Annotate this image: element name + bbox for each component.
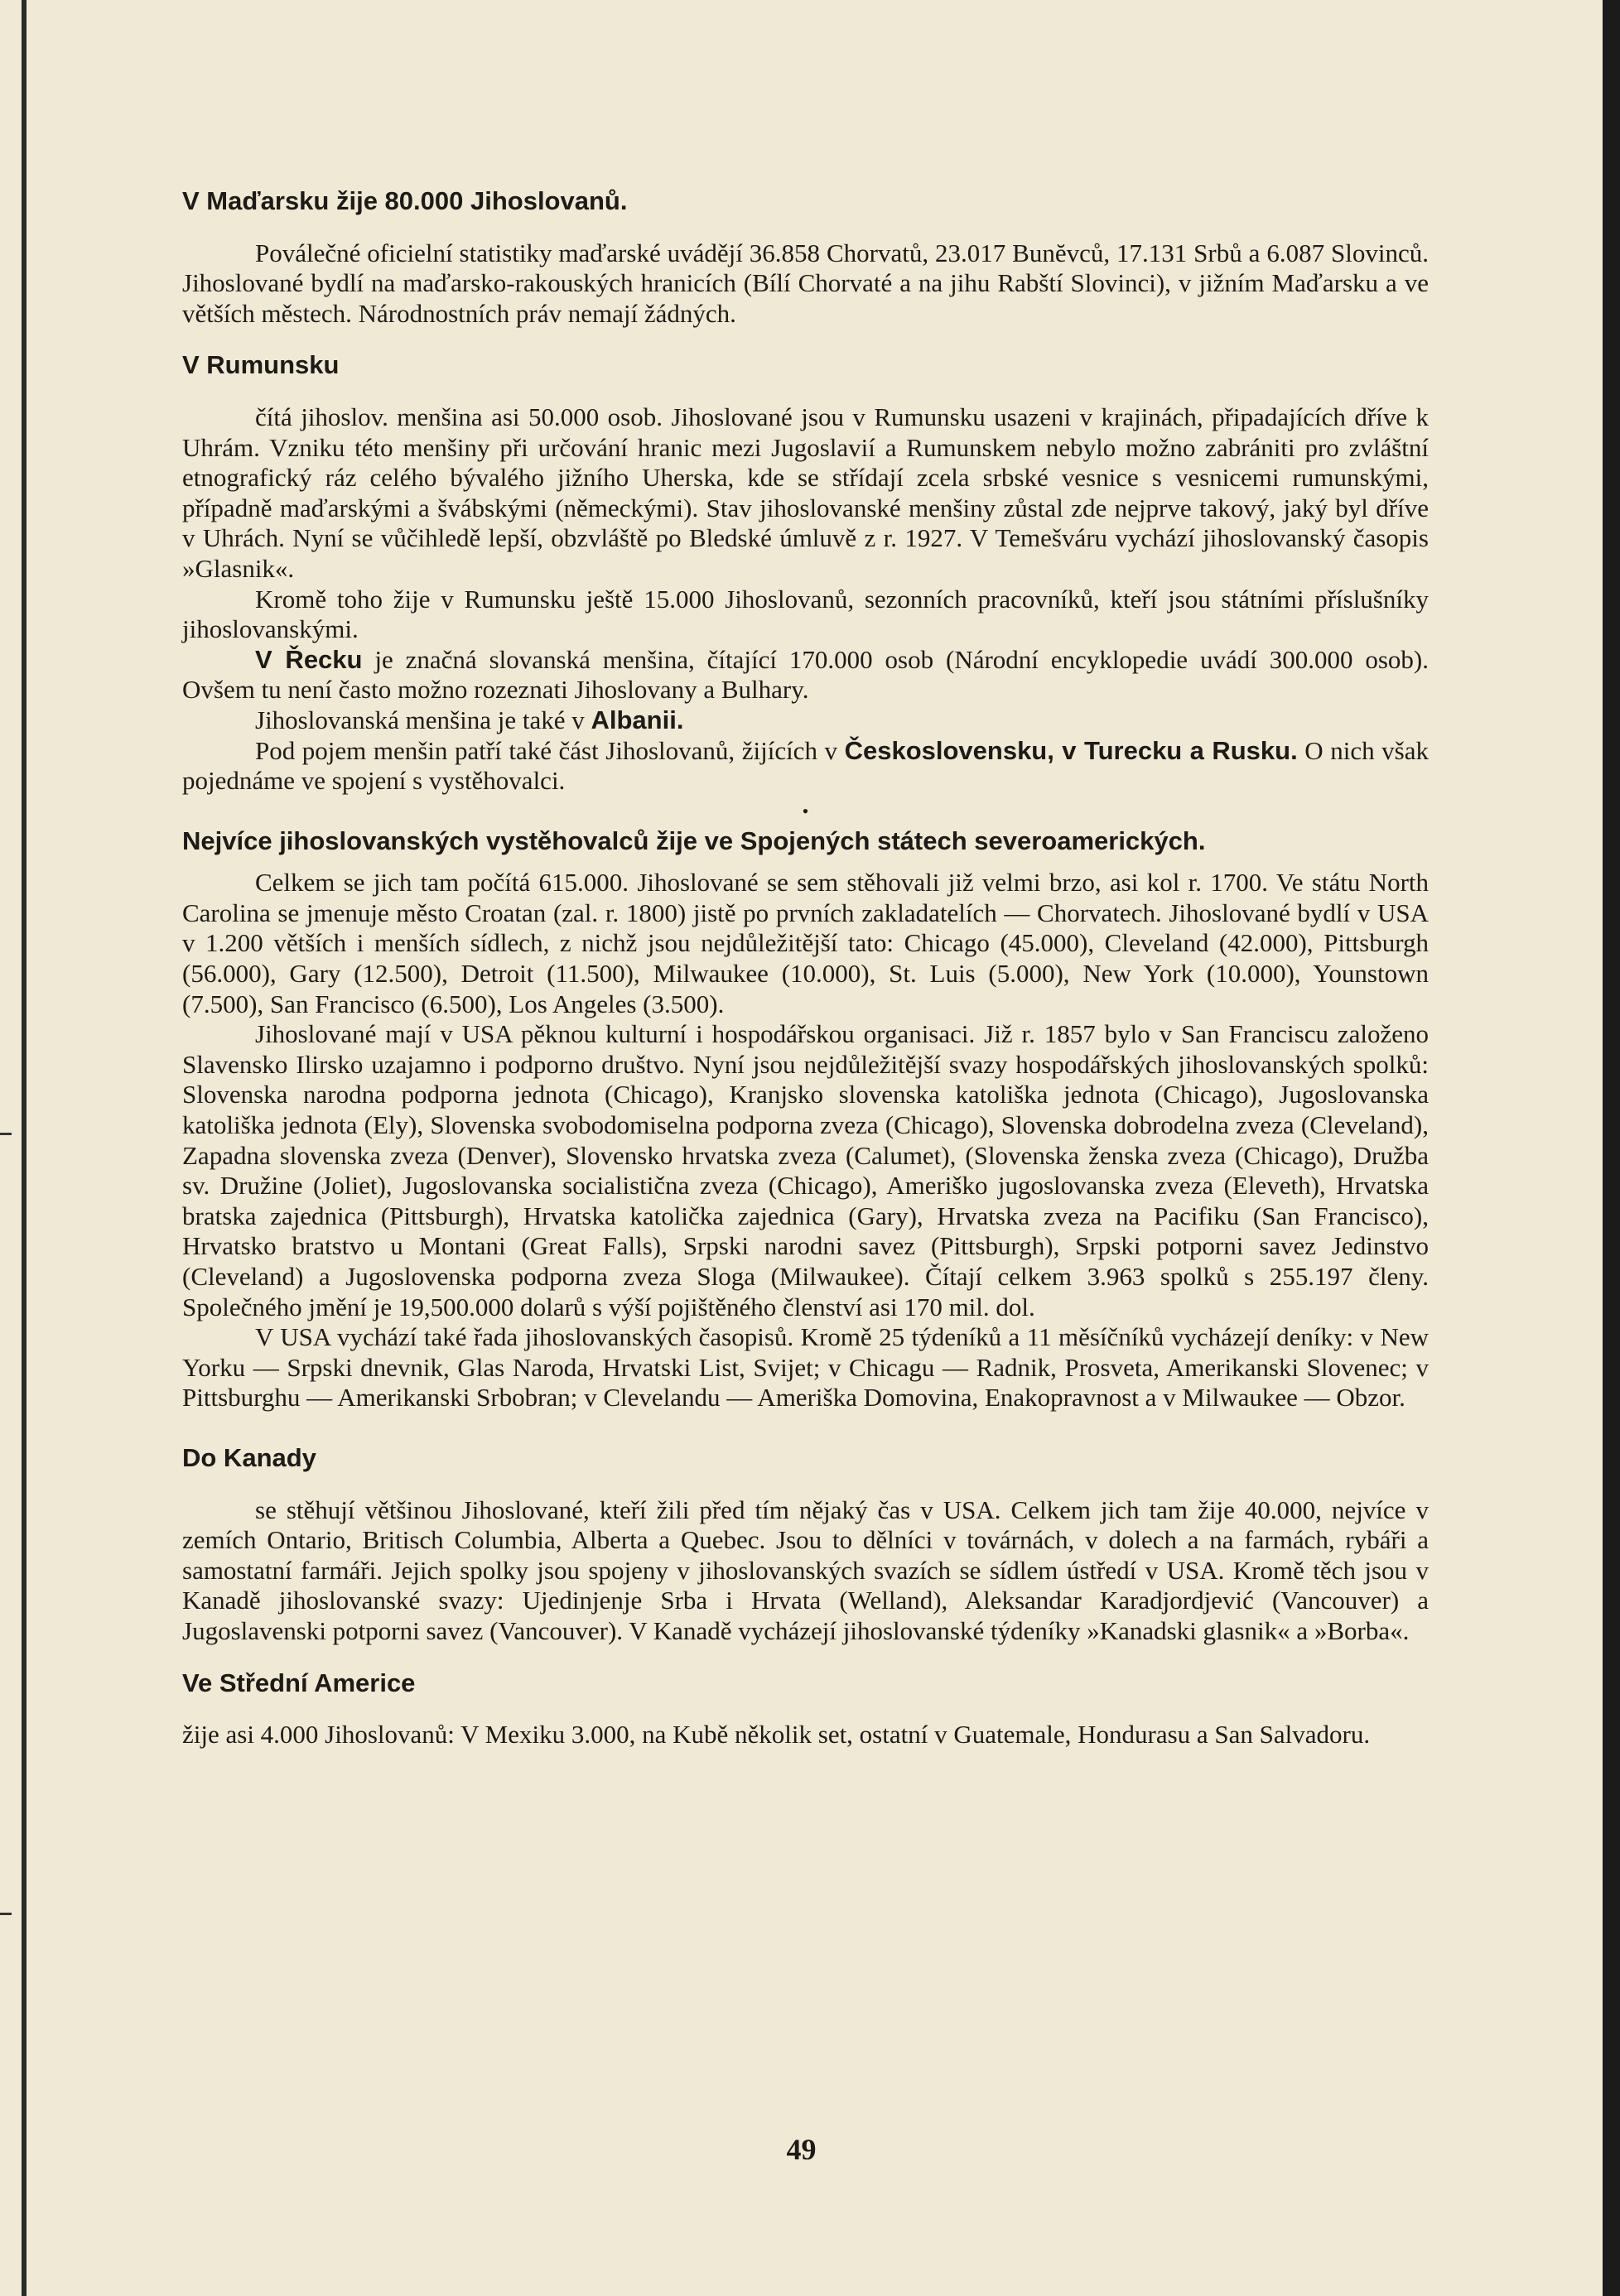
section-heading-usa: Nejvíce jihoslovanských vystěhovalců žije ve Spojených státech severoamerických. bbox=[182, 826, 1206, 855]
margin-mark bbox=[0, 1133, 12, 1135]
inline-heading-greece: V Řecku bbox=[255, 644, 363, 674]
section-separator: • bbox=[802, 800, 809, 821]
paragraph: Celkem se jich tam počítá 615.000. Jihoslované se sem stěhovali již velmi brzo, asi kol r. 1700. Ve státu North Carolina se jmenuje město Croatan (zal. r. 1800) jistě po prvních zakladatelích — Chorvatech. Jihoslované bydlí v USA v 1.200 větších i menších sídlech, z nichž jsou nejdůležitější tato: Chicago (45.000), Cleveland (42.000), Pittsburgh (56.000), Gary (12.500), Detroit (11.500), Milwaukee (10.000), St. Luis (5.000), New York (10.000), Younstown (7.500), San Francisco (6.500), Los Angeles (3.500). bbox=[182, 868, 1429, 1018]
paragraph-greece bbox=[182, 645, 1429, 705]
margin-mark bbox=[0, 1913, 12, 1915]
paragraph: V USA vychází také řada jihoslovanských časopisů. Kromě 25 týdeníků a 11 měsíčníků vycházejí deníky: v New Yorku — Srpski dnevnik, Glas Naroda, Hrvatski List, Svijet; v Chicagu — Radnik, Prosveta, Amerikanski Slovenec; v Pittsburghu — Amerikanski Srbobran; v Clevelandu — Ameriška Domovina, Enakopravnost a v Milwaukee — Obzor. bbox=[182, 1322, 1429, 1413]
paragraph: Jihoslované mají v USA pěknou kulturní i hospodářskou organisaci. Již r. 1857 bylo v San Franciscu založeno Slavensko Ilirsko uzajamno i podporno društvo. Nyní jsou nejdůležitější svazy hospodářských jihoslovanských spolků: Slovenska narodna podporna jednota (Chicago), Kranjsko slovenska katoliška jednota (Chicago), Jugoslovanska katoliška jednota (Ely), Slovenska svobodomiselna podporna zveza (Chicago), Slovenska dobrodelna zveza (Cleveland), Zapadna slovenska zveza (Denver), Slovensko hrvatska zveza (Calumet), (Slovenska ženska zveza (Chicago), Družba sv. Družine (Joliet), Jugoslovanska socialistična zveza (Chicago), Ameriško jugoslovanska zveza (Eleveth), Hrvatska bratska zajednica (Pittsburgh), Hrvatska katolička zajednica (Gary), Hrvatska zveza na Pacifiku (San Francisco), Hrvatsko bratstvo u Montani (Great Falls), Srpski narodni savez (Pittsburgh), Srpski potporni savez Jedinstvo (Cleveland) a Jugoslovenska podporna zveza Sloga (Milwaukee). Čítají celkem 3.963 spolků s 255.197 členy. Společného jmění je 19,500.000 dolarů s výší pojištěného členství asi 170 mil. dol. bbox=[182, 1019, 1429, 1321]
paragraph-text: je značná slovanská menšina, čítající 170.000 osob (Národní encyklopedie uvádí 300.000 osob). Ovšem tu není často možno rozeznati Jihoslovany a Bulhary. bbox=[182, 644, 1429, 705]
inline-heading-countries: Československu, v Turecku a Rusku. bbox=[844, 735, 1298, 765]
paragraph-albania bbox=[182, 705, 1429, 736]
paragraph: Poválečné oficielní statistiky maďarské uvádějí 36.858 Chorvatů, 23.017 Bunĕvců, 17.131 Srbů a 6.087 Slovinců. Jihoslované bydlí na maďarsko-rakouských hranicích (Bílí Chorvaté a na jihu Rabští Slovinci), v jižním Maďarsku a ve větších městech. Národnostních práv nemají žádných. bbox=[182, 238, 1429, 328]
paragraph-text: Jihoslovanská menšina je také v bbox=[255, 705, 591, 734]
section-heading-hungary: V Maďarsku žije 80.000 Jihoslovanů. bbox=[182, 186, 628, 215]
section-heading-central-america: Ve Střední Americe bbox=[182, 1668, 416, 1697]
section-heading-romania: V Rumunsku bbox=[182, 350, 340, 380]
section-heading-canada: Do Kanady bbox=[182, 1442, 316, 1472]
paragraph: se stěhují většinou Jihoslované, kteří žili před tím nějaký čas v USA. Celkem jich tam žije 40.000, nejvíce v zemích Ontario, Britisch Columbia, Alberta a Quebec. Jsou to dělníci v továrnách, v dolech a na farmách, rybáři a samostatní farmáři. Jejich spolky jsou spojeny v jihoslovanských svazích se sídlem ústředí v USA. Kromě těch jsou v Kanadě jihoslovanské svazy: Ujedinjenje Srba i Hrvata (Welland), Aleksandar Karadjordjević (Vancouver) a Jugoslavenski potporni savez (Vancouver). V Kanadě vycházejí jihoslovanské týdeníky »Kanadski glasnik« a »Borba«. bbox=[182, 1495, 1429, 1645]
paragraph: Kromě toho žije v Rumunsku ještě 15.000 Jihoslovanů, sezonních pracovníků, kteří jsou státními příslušníky jihoslovanskými. bbox=[182, 584, 1429, 644]
page-number: 49 bbox=[786, 2133, 817, 2166]
paragraph-text: O nich však pojednáme ve spojení s vystěhovalci. bbox=[182, 735, 1429, 796]
binding-edge bbox=[22, 0, 27, 2296]
paragraph-minorities bbox=[182, 736, 1429, 797]
paragraph-text: Pod pojem menšin patří také část Jihoslovanů, žijících v bbox=[255, 735, 845, 765]
paragraph: žije asi 4.000 Jihoslovanů: V Mexiku 3.000, na Kubě několik set, ostatní v Guatemale, Hondurasu a San Salvadoru. bbox=[182, 1720, 1371, 1750]
page-text bbox=[182, 186, 1429, 1750]
paragraph: čítá jihoslov. menšina asi 50.000 osob. Jihoslované jsou v Rumunsku usazeni v krajinách, připadajících dříve k Uhrám. Vzniku této menšiny při určování hranic mezi Jugoslavií a Rumunskem nebylo možno zabrániti pro zvláštní etnografický ráz celého bývalého jižního Uherska, kde se střídají zcela srbské vesnice s vesnicemi rumunskými, případně maďarskými a švábskými (německými). Stav jihoslovanské menšiny zůstal zde nejprve takový, jaký byl dříve v Uhrách. Nyní se vůčihledě lepší, obzvláště po Bledské úmluvě z r. 1927. V Temešváru vychází jihoslovanský časopis »Glasnik«. bbox=[182, 402, 1429, 583]
inline-heading-albania: Albanii. bbox=[591, 705, 684, 734]
